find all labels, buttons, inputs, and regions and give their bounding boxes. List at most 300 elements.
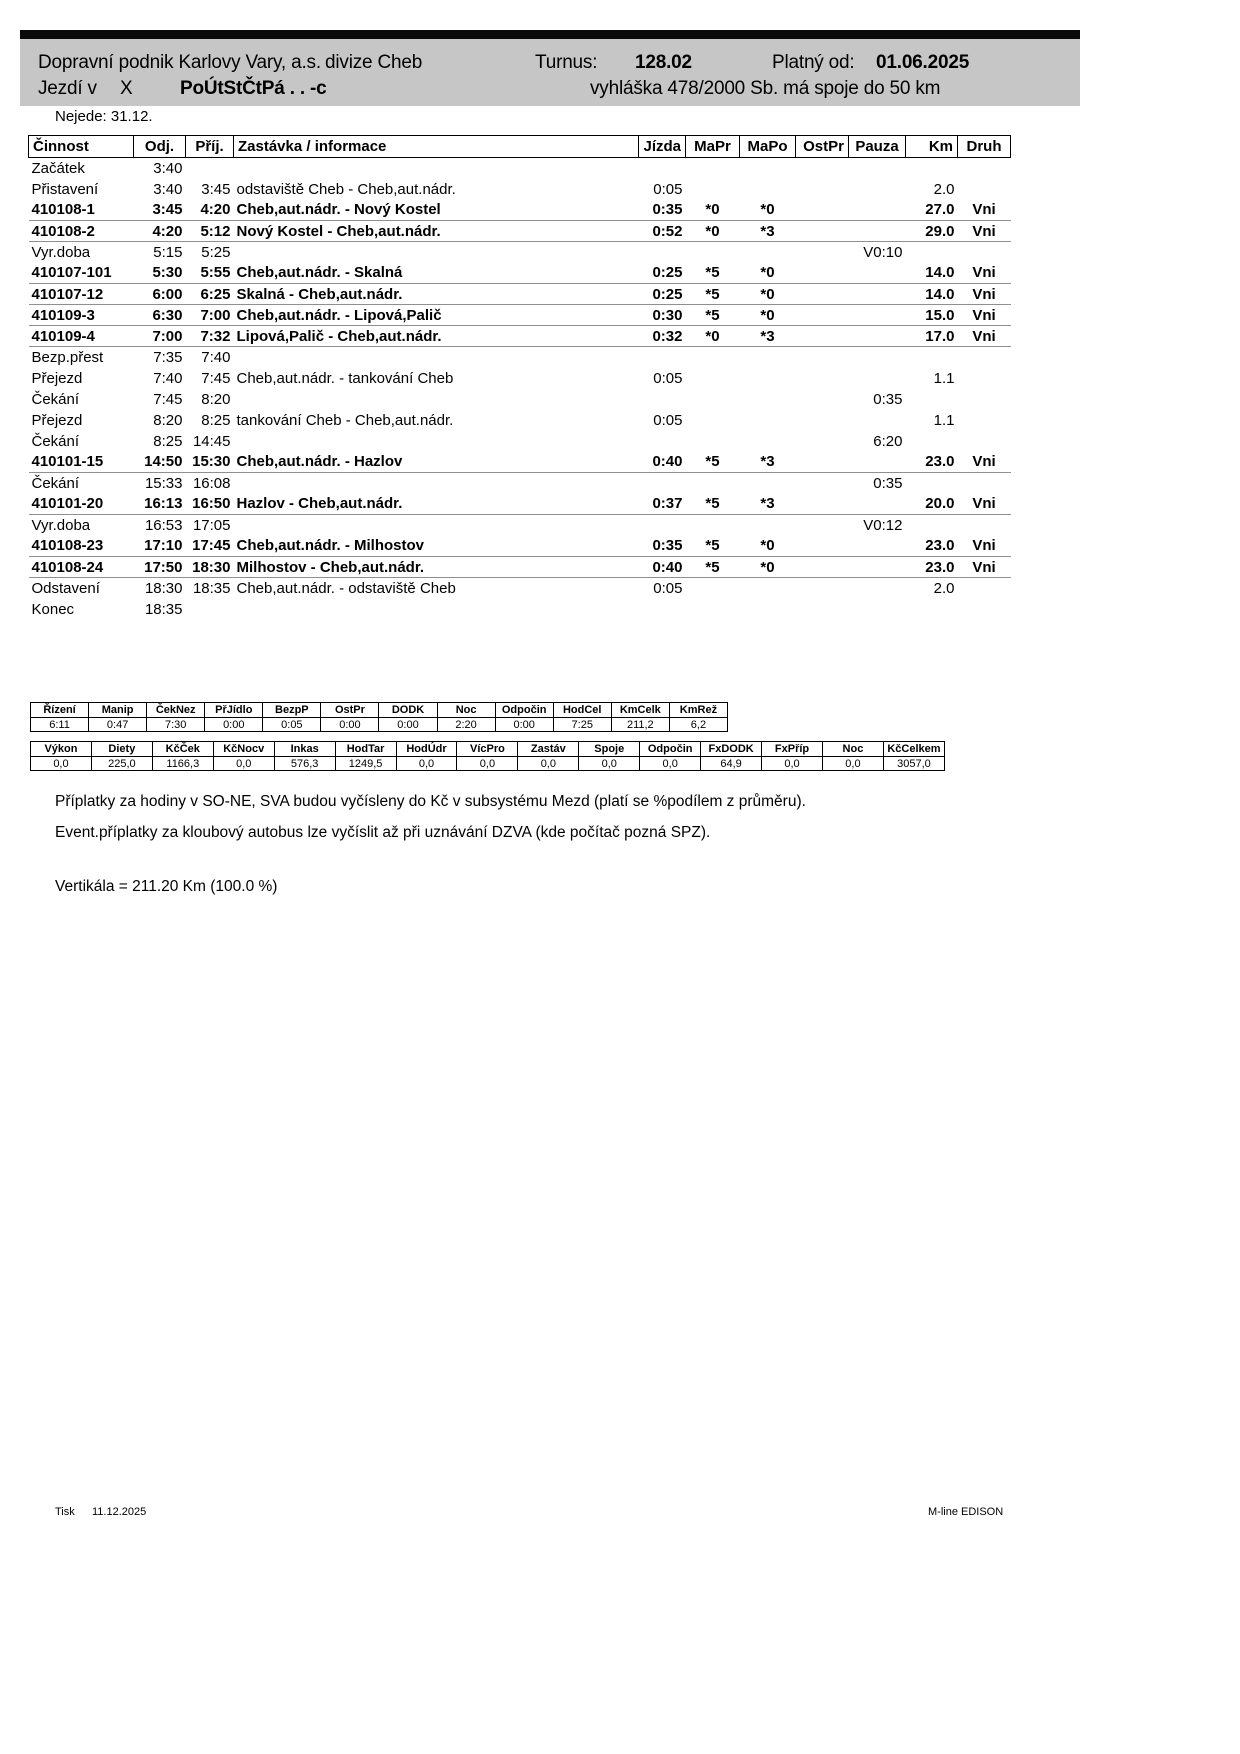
- cell-druh: [958, 242, 1011, 263]
- cell-mapr: [686, 599, 740, 620]
- cell-km: 27.0: [906, 200, 958, 221]
- table-row: [29, 578, 1011, 599]
- cell-pauza: [849, 326, 906, 347]
- cell-prij: 7:40: [201, 348, 231, 366]
- cell-mapr: *5: [686, 284, 740, 305]
- summary-header: KčCelkem: [883, 742, 944, 757]
- summary-value: 0:47: [89, 718, 147, 732]
- cell-mapo: [740, 242, 796, 263]
- cell-mapo: [740, 368, 796, 389]
- cell-mapo: [740, 473, 796, 494]
- cell-mapr: *5: [686, 263, 740, 284]
- summary-header: KčNocv: [213, 742, 274, 757]
- summary-value: 64,9: [701, 757, 762, 771]
- cell-druh: Vni: [958, 536, 1011, 557]
- cell-druh: Vni: [958, 494, 1011, 515]
- cell-km: 2.0: [933, 579, 955, 597]
- cell-druh: [958, 599, 1011, 620]
- cell-cinnost: 410109-3: [29, 305, 134, 326]
- cell-cinnost: 410101-15: [29, 452, 134, 473]
- cell-cinnost: Bezp.přest: [31, 348, 104, 366]
- cell-cinnost: Vyr.doba: [31, 243, 91, 261]
- summary-money: [30, 741, 945, 771]
- cell-ostpr: [796, 368, 849, 389]
- cell-mapr: [686, 347, 740, 368]
- table-row: [29, 557, 1011, 578]
- cell-mapr: [686, 179, 740, 200]
- cell-druh: [958, 578, 1011, 599]
- cell-km: 23.0: [906, 536, 958, 557]
- table-row: [29, 452, 1011, 473]
- table-row: [29, 242, 1011, 263]
- cell-km: 23.0: [906, 452, 958, 473]
- summary-header: Noc: [437, 703, 495, 718]
- cell-zastavka: [234, 158, 639, 179]
- table-row: [29, 473, 1011, 494]
- cell-ostpr: [796, 389, 849, 410]
- summary-value: 0,0: [762, 757, 823, 771]
- cell-jizda: 0:25: [639, 263, 686, 284]
- cell-mapr: *0: [686, 221, 740, 242]
- cell-ostpr: [796, 410, 849, 431]
- summary-value: 6:11: [31, 718, 89, 732]
- cell-cinnost: 410108-24: [29, 557, 134, 578]
- cell-cinnost: 410101-20: [29, 494, 134, 515]
- cell-mapr: [686, 158, 740, 179]
- cell-mapo: [740, 347, 796, 368]
- cell-odj: 3:40: [153, 159, 183, 177]
- cell-druh: Vni: [958, 452, 1011, 473]
- summary-header: Řízení: [31, 703, 89, 718]
- cell-pauza: [849, 368, 906, 389]
- summary-value: 2:20: [437, 718, 495, 732]
- summary-value: 576,3: [274, 757, 335, 771]
- cell-zastavka: Nový Kostel - Cheb,aut.nádr.: [234, 221, 639, 242]
- cell-druh: Vni: [958, 305, 1011, 326]
- summary-value: 1166,3: [152, 757, 213, 771]
- summary-value: 0,0: [31, 757, 92, 771]
- cell-mapr: *5: [686, 536, 740, 557]
- cell-prij: [186, 599, 234, 620]
- turnus-label: Turnus:: [535, 52, 598, 73]
- cell-odj: 17:10: [134, 536, 186, 557]
- cell-ostpr: [796, 179, 849, 200]
- column-header-cinnost: Činnost: [29, 136, 134, 158]
- cell-km: [906, 431, 958, 452]
- summary-header: Diety: [91, 742, 152, 757]
- cell-cinnost: Čekání: [31, 432, 80, 450]
- cell-cinnost: 410108-2: [29, 221, 134, 242]
- cell-mapo: *3: [740, 326, 796, 347]
- cell-cinnost: 410107-101: [29, 263, 134, 284]
- cell-mapo: *0: [740, 284, 796, 305]
- cell-pauza: [849, 284, 906, 305]
- cell-zastavka: [234, 347, 639, 368]
- cell-jizda: 0:30: [639, 305, 686, 326]
- summary-value: 0,0: [640, 757, 701, 771]
- cell-mapr: [686, 473, 740, 494]
- cell-odj: 3:45: [134, 200, 186, 221]
- summary-header: Spoje: [579, 742, 640, 757]
- summary-header: Odpočin: [640, 742, 701, 757]
- summary-header: PřJídlo: [205, 703, 263, 718]
- cell-mapr: [686, 368, 740, 389]
- summary-header: Manip: [89, 703, 147, 718]
- cell-jizda: 0:35: [639, 200, 686, 221]
- cell-odj: 7:00: [134, 326, 186, 347]
- summary-value: 0:00: [205, 718, 263, 732]
- cell-km: [906, 599, 958, 620]
- cell-jizda: [639, 389, 686, 410]
- cell-km: [906, 347, 958, 368]
- cell-mapo: [740, 599, 796, 620]
- cell-prij: 5:55: [186, 263, 234, 284]
- cell-odj: 16:53: [144, 516, 183, 534]
- table-row: [29, 221, 1011, 242]
- cell-odj: 8:20: [153, 411, 183, 429]
- summary-header: Odpočin: [495, 703, 553, 718]
- table-row: [29, 494, 1011, 515]
- summary-hours: [30, 702, 728, 732]
- table-row: [29, 515, 1011, 536]
- column-header-mapo: MaPo: [740, 136, 796, 158]
- column-header-druh: Druh: [958, 136, 1011, 158]
- cell-cinnost: 410107-12: [29, 284, 134, 305]
- cell-odj: 7:45: [153, 390, 183, 408]
- cell-cinnost: Přejezd: [31, 411, 83, 429]
- schedule-body: [29, 158, 1011, 620]
- cell-ostpr: [796, 284, 849, 305]
- cell-zastavka: Cheb,aut.nádr. - odstaviště Cheb: [236, 579, 456, 597]
- summary-value: 6,2: [669, 718, 727, 732]
- cell-jizda: 0:05: [653, 180, 683, 198]
- cell-prij: 5:25: [201, 243, 231, 261]
- cell-zastavka: Cheb,aut.nádr. - Hazlov: [234, 452, 639, 473]
- cell-ostpr: [796, 200, 849, 221]
- summary-value: 211,2: [611, 718, 669, 732]
- division-name: divize Cheb: [325, 52, 423, 73]
- cell-zastavka: [234, 431, 639, 452]
- cell-prij: [186, 158, 234, 179]
- summary-value: 0:00: [379, 718, 437, 732]
- summary-hours-value-row: [31, 718, 728, 732]
- cell-prij: 5:12: [186, 221, 234, 242]
- table-row: [29, 284, 1011, 305]
- cell-prij: 14:45: [192, 432, 231, 450]
- cell-pauza: V0:10: [863, 243, 903, 261]
- summary-header: KmRež: [669, 703, 727, 718]
- cell-ostpr: [796, 473, 849, 494]
- cell-odj: 6:00: [134, 284, 186, 305]
- cell-prij: 16:08: [192, 474, 231, 492]
- cell-pauza: [849, 158, 906, 179]
- cell-jizda: 0:32: [639, 326, 686, 347]
- summary-value: 0,0: [822, 757, 883, 771]
- cell-prij: 6:25: [186, 284, 234, 305]
- table-row: [29, 305, 1011, 326]
- cell-odj: 15:33: [144, 474, 183, 492]
- operates-days: PoÚtStČtPá . . -c: [180, 78, 327, 99]
- cell-zastavka: [234, 473, 639, 494]
- summary-money-header-row: [31, 742, 945, 757]
- cell-pauza: [849, 494, 906, 515]
- column-header-ostpr: OstPr: [796, 136, 849, 158]
- table-row: [29, 368, 1011, 389]
- cell-zastavka: [234, 515, 639, 536]
- summary-header: VícPro: [457, 742, 518, 757]
- cell-cinnost: Přejezd: [31, 369, 83, 387]
- cell-pauza: [849, 410, 906, 431]
- summary-header: KčČek: [152, 742, 213, 757]
- column-header-prij: Příj.: [186, 136, 234, 158]
- cell-mapo: [740, 158, 796, 179]
- cell-cinnost: 410109-4: [29, 326, 134, 347]
- note-surcharges: Příplatky za hodiny v SO-NE, SVA budou vyčísleny do Kč v subsystému Mezd (platí se %podílem z průměru).: [55, 793, 806, 810]
- cell-km: 23.0: [906, 557, 958, 578]
- cell-pauza: [849, 557, 906, 578]
- cell-pauza: [849, 305, 906, 326]
- cell-ostpr: [796, 263, 849, 284]
- cell-mapo: *3: [740, 452, 796, 473]
- cell-odj: 8:25: [153, 432, 183, 450]
- cell-zastavka: odstaviště Cheb - Cheb,aut.nádr.: [236, 180, 456, 198]
- cell-km: 29.0: [906, 221, 958, 242]
- cell-jizda: 0:05: [653, 579, 683, 597]
- schedule-header-row: [29, 136, 1011, 158]
- cell-mapr: *5: [686, 557, 740, 578]
- cell-cinnost: Přistavení: [31, 180, 99, 198]
- cell-cinnost: Čekání: [31, 474, 80, 492]
- cell-odj: 5:30: [134, 263, 186, 284]
- cell-mapr: [686, 410, 740, 431]
- cell-prij: 16:50: [186, 494, 234, 515]
- summary-value: 7:25: [553, 718, 611, 732]
- summary-header: Inkas: [274, 742, 335, 757]
- cell-km: 1.1: [933, 411, 955, 429]
- cell-odj: 14:50: [134, 452, 186, 473]
- decree-note: vyhláška 478/2000 Sb. má spoje do 50 km: [590, 78, 941, 99]
- table-row: [29, 158, 1011, 179]
- summary-header: ČekNez: [147, 703, 205, 718]
- cell-km: 14.0: [906, 263, 958, 284]
- cell-odj: 18:30: [144, 579, 183, 597]
- cell-odj: 7:40: [153, 369, 183, 387]
- cell-km: [906, 473, 958, 494]
- cell-pauza: [849, 452, 906, 473]
- cell-odj: 4:20: [134, 221, 186, 242]
- summary-value: 0:05: [263, 718, 321, 732]
- cell-km: 15.0: [906, 305, 958, 326]
- summary-header: HodÚdr: [396, 742, 457, 757]
- cell-km: 1.1: [933, 369, 955, 387]
- table-row: [29, 389, 1011, 410]
- cell-zastavka: Milhostov - Cheb,aut.nádr.: [234, 557, 639, 578]
- cell-jizda: 0:05: [653, 411, 683, 429]
- cell-pauza: V0:12: [863, 516, 903, 534]
- summary-value: 0,0: [396, 757, 457, 771]
- cell-prij: 18:35: [192, 579, 231, 597]
- cell-zastavka: Cheb,aut.nádr. - Skalná: [234, 263, 639, 284]
- summary-header: HodCel: [553, 703, 611, 718]
- cell-km: [906, 158, 958, 179]
- summary-header: FxPříp: [762, 742, 823, 757]
- summary-header: Zastáv: [518, 742, 579, 757]
- company-name: Dopravní podnik Karlovy Vary, a.s.: [38, 52, 321, 73]
- cell-druh: Vni: [958, 557, 1011, 578]
- cell-jizda: [639, 473, 686, 494]
- summary-header: DODK: [379, 703, 437, 718]
- cell-cinnost: 410108-1: [29, 200, 134, 221]
- cell-mapo: [740, 431, 796, 452]
- summary-value: 3057,0: [883, 757, 944, 771]
- table-row: [29, 410, 1011, 431]
- cell-ostpr: [796, 557, 849, 578]
- cell-mapo: *0: [740, 557, 796, 578]
- cell-zastavka: Skalná - Cheb,aut.nádr.: [234, 284, 639, 305]
- cell-mapo: [740, 410, 796, 431]
- summary-value: 7:30: [147, 718, 205, 732]
- cell-odj: 3:40: [153, 180, 183, 198]
- cell-mapo: *3: [740, 494, 796, 515]
- table-row: [29, 179, 1011, 200]
- cell-pauza: 6:20: [873, 432, 903, 450]
- cell-druh: [958, 158, 1011, 179]
- cell-cinnost: 410108-23: [29, 536, 134, 557]
- cell-prij: 7:45: [201, 369, 231, 387]
- cell-prij: 8:25: [201, 411, 231, 429]
- cell-prij: 17:05: [192, 516, 231, 534]
- cell-zastavka: Cheb,aut.nádr. - Nový Kostel: [234, 200, 639, 221]
- cell-ostpr: [796, 305, 849, 326]
- cell-cinnost: Čekání: [31, 390, 80, 408]
- cell-mapo: [740, 578, 796, 599]
- column-header-jizda: Jízda: [639, 136, 686, 158]
- column-header-zastavka: Zastávka / informace: [234, 136, 639, 158]
- cell-mapo: *0: [740, 200, 796, 221]
- cell-mapr: [686, 242, 740, 263]
- cell-jizda: [639, 242, 686, 263]
- table-row: [29, 326, 1011, 347]
- cell-pauza: [849, 221, 906, 242]
- cell-mapr: [686, 389, 740, 410]
- print-label: Tisk: [55, 1506, 75, 1518]
- summary-money-value-row: [31, 757, 945, 771]
- cell-druh: [958, 473, 1011, 494]
- cell-druh: [958, 347, 1011, 368]
- summary-header: BezpP: [263, 703, 321, 718]
- cell-druh: [958, 431, 1011, 452]
- cell-odj: 5:15: [153, 243, 183, 261]
- cell-druh: Vni: [958, 221, 1011, 242]
- vertical-km-summary: Vertikála = 211.20 Km (100.0 %): [55, 878, 278, 895]
- cell-ostpr: [796, 515, 849, 536]
- column-header-km: Km: [906, 136, 958, 158]
- print-date: 11.12.2025: [92, 1506, 147, 1518]
- summary-value: 1249,5: [335, 757, 396, 771]
- cell-mapr: [686, 431, 740, 452]
- cell-ostpr: [796, 347, 849, 368]
- cell-km: [906, 515, 958, 536]
- cell-zastavka: Cheb,aut.nádr. - Milhostov: [234, 536, 639, 557]
- operates-label: Jezdí v: [38, 78, 97, 99]
- summary-header: Noc: [822, 742, 883, 757]
- cell-odj: 6:30: [134, 305, 186, 326]
- summary-value: 0,0: [457, 757, 518, 771]
- cell-druh: [958, 389, 1011, 410]
- table-row: [29, 347, 1011, 368]
- cell-prij: 7:32: [186, 326, 234, 347]
- cell-zastavka: Lipová,Palič - Cheb,aut.nádr.: [234, 326, 639, 347]
- cell-cinnost: Odstavení: [31, 579, 100, 597]
- cell-druh: [958, 515, 1011, 536]
- column-header-pauza: Pauza: [849, 136, 906, 158]
- cell-zastavka: [234, 599, 639, 620]
- column-header-odj: Odj.: [134, 136, 186, 158]
- cell-zastavka: tankování Cheb - Cheb,aut.nádr.: [236, 411, 454, 429]
- cell-jizda: 0:05: [653, 369, 683, 387]
- cell-zastavka: [234, 242, 639, 263]
- cell-pauza: [849, 263, 906, 284]
- cell-cinnost: Začátek: [31, 159, 85, 177]
- cell-prij: 3:45: [201, 180, 231, 198]
- summary-value: 0:00: [495, 718, 553, 732]
- cell-pauza: [849, 347, 906, 368]
- cell-pauza: [849, 200, 906, 221]
- cell-mapo: [740, 389, 796, 410]
- cell-mapr: *5: [686, 452, 740, 473]
- cell-mapo: *0: [740, 305, 796, 326]
- cell-mapo: [740, 515, 796, 536]
- cell-jizda: 0:25: [639, 284, 686, 305]
- note-articulated-bus: Event.příplatky za kloubový autobus lze vyčíslit až při uznávání DZVA (kde počítač pozná SPZ).: [55, 824, 711, 841]
- cell-jizda: [639, 431, 686, 452]
- cell-zastavka: Cheb,aut.nádr. - tankování Cheb: [236, 369, 454, 387]
- cell-jizda: [639, 347, 686, 368]
- cell-druh: [958, 179, 1011, 200]
- cell-ostpr: [796, 221, 849, 242]
- cell-ostpr: [796, 158, 849, 179]
- summary-header: Výkon: [31, 742, 92, 757]
- cell-jizda: 0:37: [639, 494, 686, 515]
- cell-pauza: 0:35: [873, 390, 903, 408]
- cell-mapo: *0: [740, 536, 796, 557]
- cell-jizda: [639, 158, 686, 179]
- cell-druh: Vni: [958, 284, 1011, 305]
- cell-prij: 8:20: [201, 390, 231, 408]
- cell-pauza: [849, 179, 906, 200]
- cell-pauza: [849, 578, 906, 599]
- valid-from-value: 01.06.2025: [876, 52, 970, 73]
- cell-km: 14.0: [906, 284, 958, 305]
- cell-mapo: [740, 179, 796, 200]
- system-name: M-line EDISON: [928, 1506, 1004, 1518]
- cell-prij: 17:45: [186, 536, 234, 557]
- turnus-value: 128.02: [635, 52, 692, 73]
- cell-odj: 16:13: [134, 494, 186, 515]
- summary-header: HodTar: [335, 742, 396, 757]
- cell-druh: Vni: [958, 326, 1011, 347]
- cell-cinnost: Konec: [31, 600, 75, 618]
- cell-mapr: [686, 515, 740, 536]
- table-row: [29, 200, 1011, 221]
- cell-pauza: 0:35: [873, 474, 903, 492]
- cell-km: [906, 389, 958, 410]
- cell-druh: Vni: [958, 200, 1011, 221]
- schedule-table: [28, 135, 1011, 620]
- summary-header: FxDODK: [701, 742, 762, 757]
- cell-prij: 18:30: [186, 557, 234, 578]
- cell-km: [906, 242, 958, 263]
